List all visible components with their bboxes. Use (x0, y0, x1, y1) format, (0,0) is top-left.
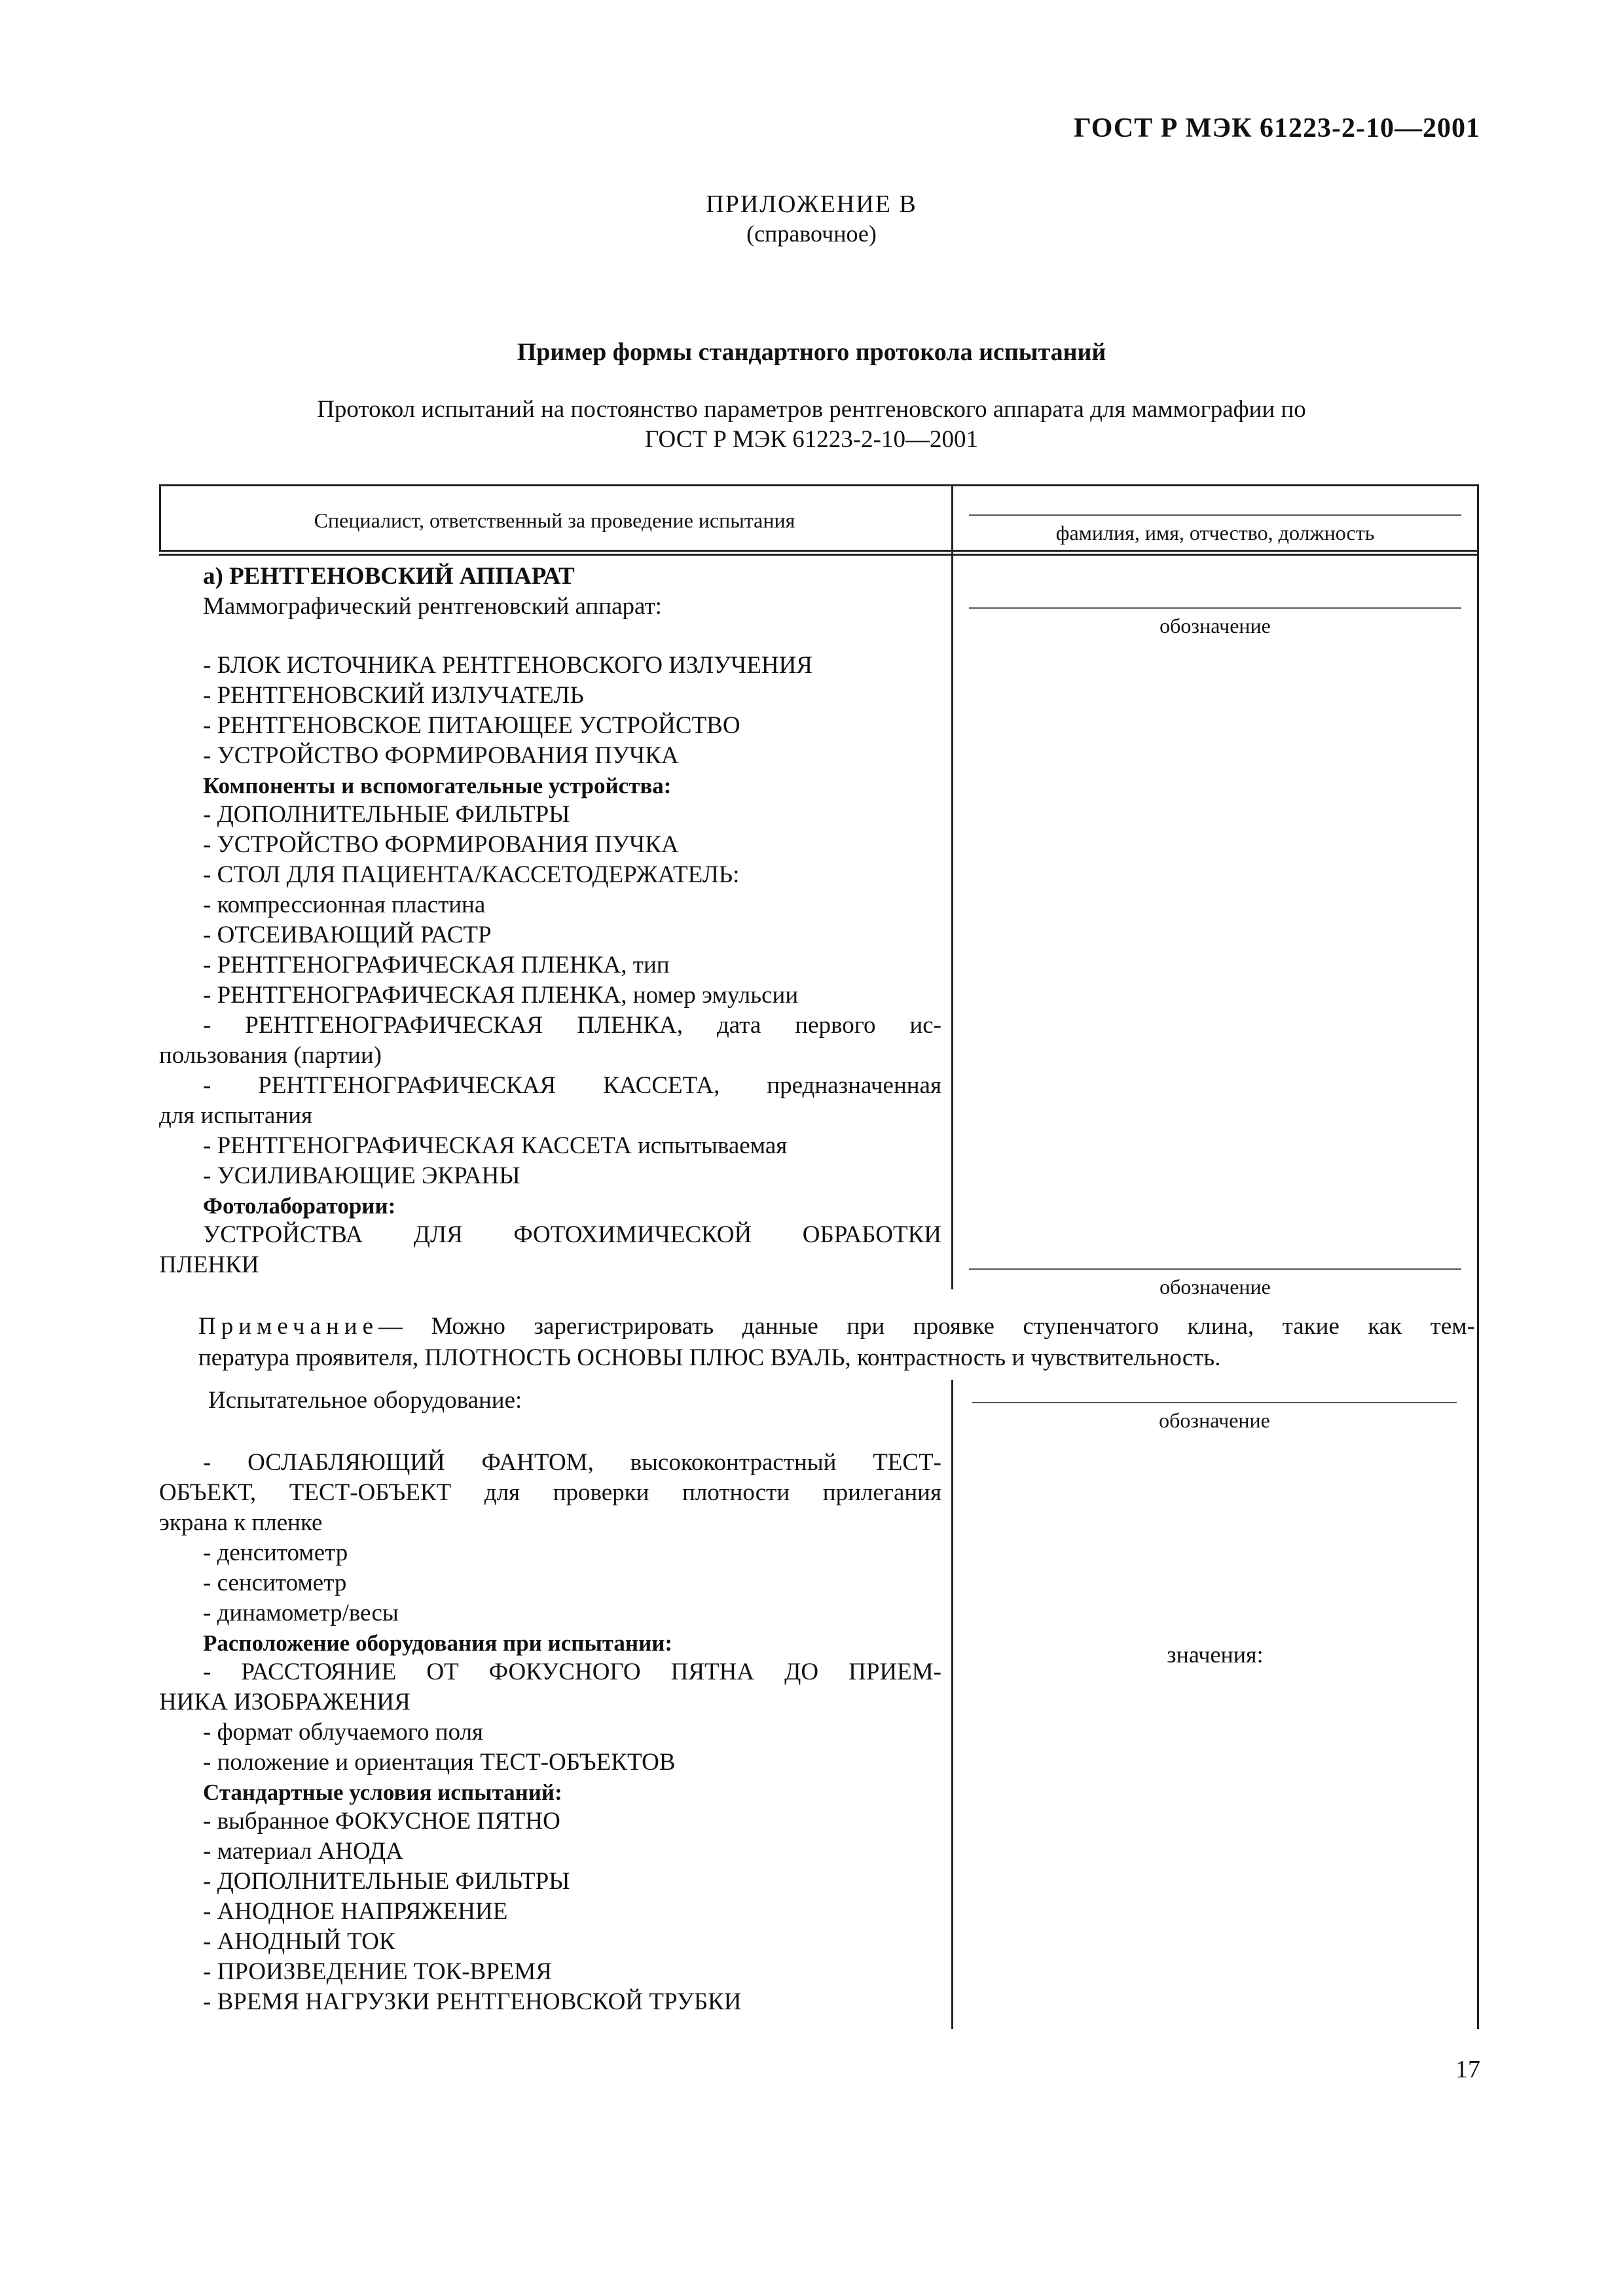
lab-item-continued: ПЛЕНКИ (159, 1251, 259, 1278)
list-item: - АНОДНЫЙ ТОК (203, 1928, 395, 1955)
list-item: - УСТРОЙСТВО ФОРМИРОВАНИЯ ПУЧКА (203, 831, 679, 858)
device-label: Маммографический рентгеновский аппарат: (203, 593, 662, 620)
protocol-title-line-1: Протокол испытаний на постоянство параметров рентгеновского аппарата для маммографии по (317, 396, 1306, 423)
equipment-line: - ОСЛАБЛЯЮЩИЙ ФАНТОМ, высококонтрастный ТЕСТ- (203, 1449, 941, 1476)
column-divider-lower (951, 1380, 953, 2029)
equipment-line: ОБЪЕКТ, ТЕСТ-ОБЪЕКТ для проверки плотности прилегания (159, 1479, 941, 1506)
components-heading: Компоненты и вспомогательные устройства: (203, 773, 672, 798)
section-a-title: а) РЕНТГЕНОВСКИЙ АППАРАТ (203, 563, 575, 590)
designation-caption: обозначение (1159, 1408, 1270, 1432)
designation-line (969, 1268, 1461, 1270)
responsible-signature-field (969, 514, 1461, 545)
table-right-border (1477, 484, 1479, 2029)
column-divider-upper (951, 484, 953, 1289)
list-item: - РЕНТГЕНОГРАФИЧЕСКАЯ ПЛЕНКА, дата первого ис- (203, 1012, 941, 1039)
list-item: - динамометр/весы (203, 1600, 399, 1626)
header-row-border (159, 550, 1479, 552)
lab-item: УСТРОЙСТВА ДЛЯ ФОТОХИМИЧЕСКОЙ ОБРАБОТКИ (203, 1221, 941, 1248)
designation-caption: обозначение (1159, 614, 1271, 637)
sample-title: Пример формы стандартного протокола испытаний (517, 338, 1106, 366)
annex-title: ПРИЛОЖЕНИЕ В (706, 190, 917, 218)
list-item: - выбранное ФОКУСНОЕ ПЯТНО (203, 1808, 560, 1835)
annex-type: (справочное) (746, 221, 877, 247)
list-item: - РЕНТГЕНОГРАФИЧЕСКАЯ ПЛЕНКА, тип (203, 952, 670, 978)
list-item: - ДОПОЛНИТЕЛЬНЫЕ ФИЛЬТРЫ (203, 1868, 570, 1895)
list-item: - РЕНТГЕНОГРАФИЧЕСКАЯ ПЛЕНКА, номер эмульсии (203, 982, 799, 1009)
list-item: - УСИЛИВАЮЩИЕ ЭКРАНЫ (203, 1162, 520, 1189)
list-item: - БЛОК ИСТОЧНИКА РЕНТГЕНОВСКОГО ИЗЛУЧЕНИЯ (203, 652, 812, 679)
list-item: - РЕНТГЕНОГРАФИЧЕСКАЯ КАССЕТА испытываемая (203, 1132, 788, 1159)
note-label: Примечание (198, 1313, 378, 1340)
page-number: 17 (1455, 2056, 1480, 2083)
list-item: - АНОДНОЕ НАПРЯЖЕНИЕ (203, 1898, 508, 1925)
signature-line (969, 514, 1461, 516)
header-row-border-double (159, 554, 1479, 556)
placement-line: - РАССТОЯНИЕ ОТ ФОКУСНОГО ПЯТНА ДО ПРИЕМ- (203, 1659, 941, 1685)
equipment-designation-field (972, 1402, 1457, 1433)
list-item: - сенситометр (203, 1570, 347, 1596)
values-label: значения: (1167, 1641, 1264, 1668)
list-item: - материал АНОДА (203, 1838, 403, 1865)
list-item-continued: пользования (партии) (159, 1042, 382, 1069)
list-item: - РЕНТГЕНОГРАФИЧЕСКАЯ КАССЕТА, предназначенная (203, 1072, 941, 1099)
list-item: - ДОПОЛНИТЕЛЬНЫЕ ФИЛЬТРЫ (203, 801, 570, 828)
document-code: ГОСТ Р МЭК 61223-2-10—2001 (1074, 113, 1480, 143)
list-item: - денситометр (203, 1539, 348, 1566)
list-item: - компрессионная пластина (203, 891, 486, 918)
list-item: - СТОЛ ДЛЯ ПАЦИЕНТА/КАССЕТОДЕРЖАТЕЛЬ: (203, 861, 740, 888)
designation-line (969, 607, 1461, 609)
signature-caption: фамилия, имя, отчество, должность (1055, 521, 1375, 545)
designation-caption: обозначение (1159, 1275, 1271, 1299)
table-top-border (159, 484, 1479, 486)
list-item: - ВРЕМЯ НАГРУЗКИ РЕНТГЕНОВСКОЙ ТРУБКИ (203, 1988, 742, 2015)
device-designation-field (969, 607, 1461, 638)
conditions-heading: Стандартные условия испытаний: (203, 1780, 562, 1805)
placement-heading: Расположение оборудования при испытании: (203, 1630, 673, 1656)
list-item: - ПРОИЗВЕДЕНИЕ ТОК-ВРЕМЯ (203, 1958, 552, 1985)
list-item: - формат облучаемого поля (203, 1719, 484, 1746)
list-item: - ОТСЕИВАЮЩИЙ РАСТР (203, 922, 492, 948)
placement-line-continued: НИКА ИЗОБРАЖЕНИЯ (159, 1689, 410, 1715)
note-text-1: — Можно зарегистрировать данные при проявке ступенчатого клина, такие как тем- (378, 1313, 1475, 1340)
note-line-2: пература проявителя, ПЛОТНОСТЬ ОСНОВЫ ПЛЮС ВУАЛЬ, контрастность и чувствительность. (198, 1344, 1221, 1371)
responsible-specialist-label: Специалист, ответственный за проведение испытания (314, 509, 795, 532)
list-item: - положение и ориентация ТЕСТ-ОБЪЕКТОВ (203, 1749, 676, 1776)
designation-line (972, 1402, 1457, 1403)
list-item: - УСТРОЙСТВО ФОРМИРОВАНИЯ ПУЧКА (203, 742, 679, 769)
equipment-heading: Испытательное оборудование: (208, 1387, 522, 1414)
equipment-line: экрана к пленке (159, 1509, 323, 1536)
lab-heading: Фотолаборатории: (203, 1193, 396, 1219)
lab-designation-field (969, 1268, 1461, 1299)
list-item: - РЕНТГЕНОВСКИЙ ИЗЛУЧАТЕЛЬ (203, 682, 584, 709)
list-item: - РЕНТГЕНОВСКОЕ ПИТАЮЩЕЕ УСТРОЙСТВО (203, 712, 740, 739)
list-item-continued: для испытания (159, 1102, 313, 1129)
note-line-1 (198, 1311, 1475, 1342)
protocol-title-line-2: ГОСТ Р МЭК 61223-2-10—2001 (645, 426, 978, 453)
